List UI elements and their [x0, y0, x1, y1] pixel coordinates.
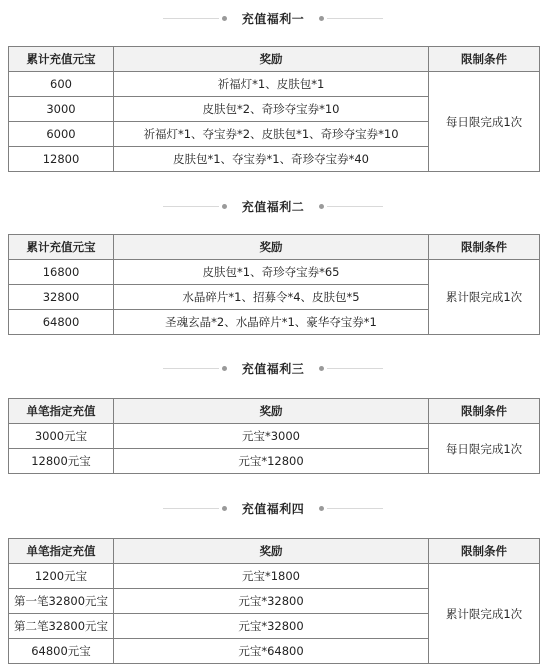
dot-icon: [222, 366, 227, 371]
divider-left: [163, 16, 230, 21]
cell-reward: 祈福灯*1、皮肤包*1: [114, 72, 429, 97]
divider-right: [316, 366, 383, 371]
cell-amount: 12800元宝: [9, 449, 114, 474]
divider-left: [163, 204, 230, 209]
section-header-1: [0, 8, 546, 28]
header-amount: 单笔指定充值: [9, 399, 114, 424]
cell-reward: 圣魂玄晶*2、水晶碎片*1、豪华夺宝券*1: [114, 310, 429, 335]
cell-amount: 64800元宝: [9, 639, 114, 664]
header-reward: 奖励: [114, 235, 429, 260]
table-header-row: [9, 539, 540, 564]
dot-icon: [319, 204, 324, 209]
section-header-4: [0, 498, 546, 518]
section-header-2: [0, 196, 546, 216]
reward-table-3: [8, 398, 540, 474]
cell-amount: 64800: [9, 310, 114, 335]
dot-icon: [222, 16, 227, 21]
header-limit: 限制条件: [429, 47, 540, 72]
section-title: 充值福利四: [241, 501, 305, 516]
cell-reward: 元宝*32800: [114, 614, 429, 639]
table-header-row: [9, 235, 540, 260]
table-row: [9, 424, 540, 449]
header-reward: 奖励: [114, 539, 429, 564]
divider-left: [163, 506, 230, 511]
cell-reward: 皮肤包*1、夺宝券*1、奇珍夺宝券*40: [114, 147, 429, 172]
table-row: [9, 260, 540, 285]
dot-icon: [319, 16, 324, 21]
section-title: 充值福利一: [241, 11, 305, 26]
reward-table-1: [8, 46, 540, 172]
header-amount: 累计充值元宝: [9, 235, 114, 260]
cell-amount: 3000元宝: [9, 424, 114, 449]
cell-reward: 元宝*12800: [114, 449, 429, 474]
cell-reward: 元宝*1800: [114, 564, 429, 589]
section-title: 充值福利三: [241, 361, 305, 376]
cell-reward: 水晶碎片*1、招募令*4、皮肤包*5: [114, 285, 429, 310]
cell-amount: 3000: [9, 97, 114, 122]
section-title: 充值福利二: [241, 199, 305, 214]
cell-amount: 6000: [9, 122, 114, 147]
dot-icon: [319, 506, 324, 511]
cell-amount: 1200元宝: [9, 564, 114, 589]
dot-icon: [222, 506, 227, 511]
cell-amount: 16800: [9, 260, 114, 285]
table-row: [9, 564, 540, 589]
divider-right: [316, 506, 383, 511]
table-row: [9, 72, 540, 97]
cell-limit: 累计限完成1次: [429, 260, 540, 335]
cell-amount: 12800: [9, 147, 114, 172]
table-header-row: [9, 399, 540, 424]
cell-reward: 元宝*64800: [114, 639, 429, 664]
cell-limit: 累计限完成1次: [429, 564, 540, 664]
header-amount: 累计充值元宝: [9, 47, 114, 72]
cell-amount: 第二笔32800元宝: [9, 614, 114, 639]
dot-icon: [319, 366, 324, 371]
cell-reward: 元宝*3000: [114, 424, 429, 449]
divider-right: [316, 204, 383, 209]
cell-limit: 每日限完成1次: [429, 424, 540, 474]
header-reward: 奖励: [114, 399, 429, 424]
header-amount: 单笔指定充值: [9, 539, 114, 564]
cell-reward: 皮肤包*1、奇珍夺宝券*65: [114, 260, 429, 285]
header-limit: 限制条件: [429, 399, 540, 424]
header-reward: 奖励: [114, 47, 429, 72]
divider-right: [316, 16, 383, 21]
reward-table-2: [8, 234, 540, 335]
cell-amount: 第一笔32800元宝: [9, 589, 114, 614]
cell-reward: 元宝*32800: [114, 589, 429, 614]
header-limit: 限制条件: [429, 235, 540, 260]
cell-amount: 32800: [9, 285, 114, 310]
table-header-row: [9, 47, 540, 72]
cell-limit: 每日限完成1次: [429, 72, 540, 172]
section-header-3: [0, 358, 546, 378]
reward-table-4: [8, 538, 540, 664]
divider-left: [163, 366, 230, 371]
header-limit: 限制条件: [429, 539, 540, 564]
cell-reward: 皮肤包*2、奇珍夺宝券*10: [114, 97, 429, 122]
cell-amount: 600: [9, 72, 114, 97]
dot-icon: [222, 204, 227, 209]
cell-reward: 祈福灯*1、夺宝券*2、皮肤包*1、奇珍夺宝券*10: [114, 122, 429, 147]
